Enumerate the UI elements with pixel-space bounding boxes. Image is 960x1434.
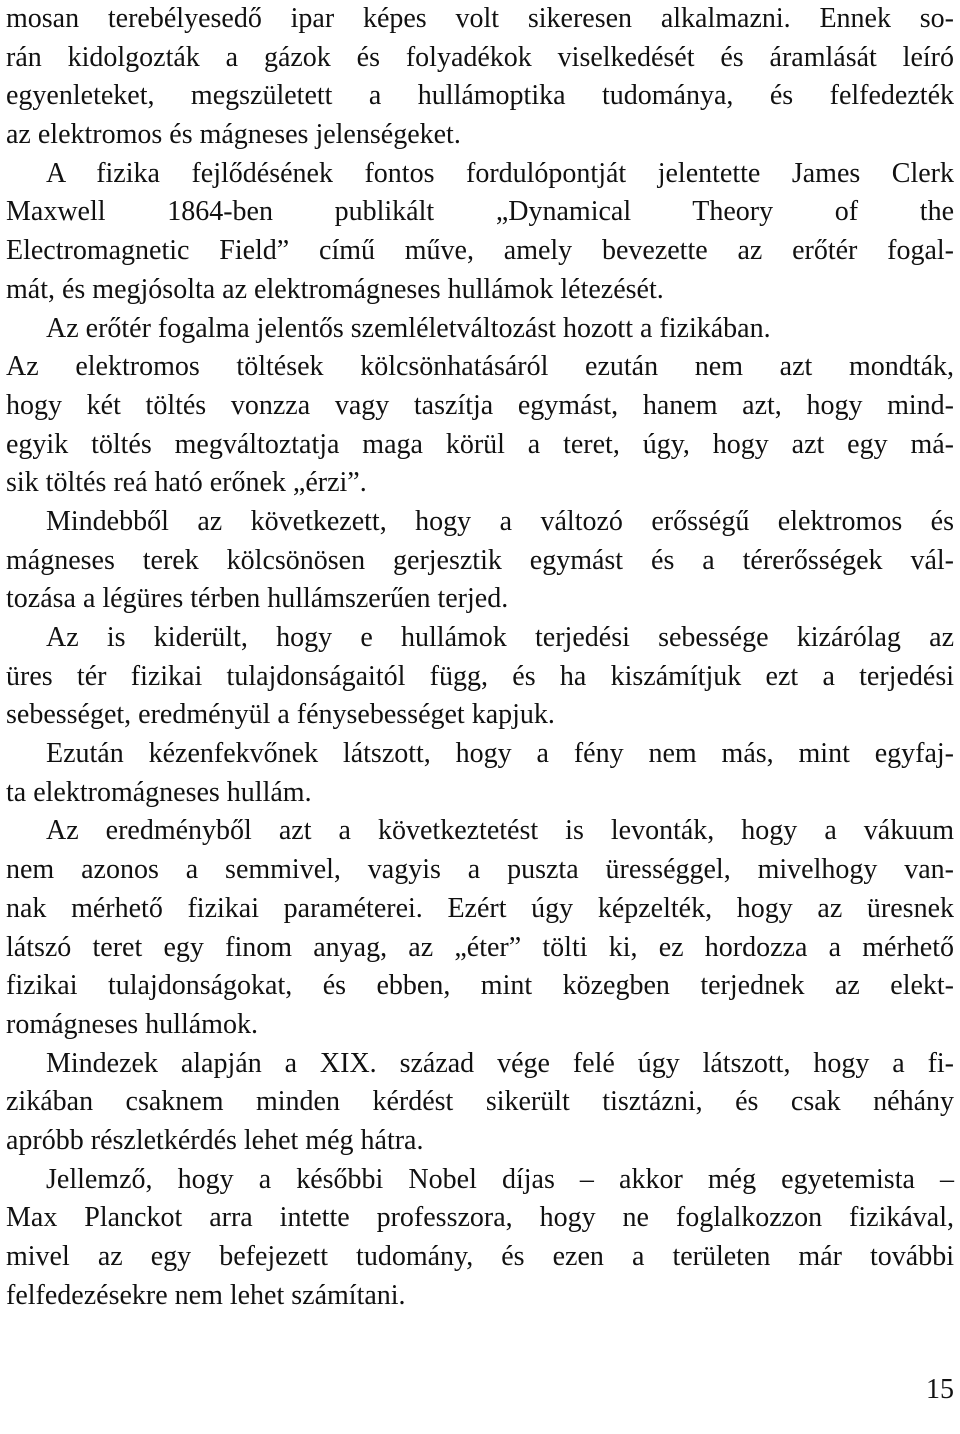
text-line: Mindezek alapján a XIX. század vége felé úgy látszott, hogy a fi- <box>46 1047 954 1079</box>
text-line: egyik töltés megváltoztatja maga körül a teret, úgy, hogy azt egy má- <box>6 428 954 460</box>
text-line: fizikai tulajdonságokat, és ebben, mint közegben terjednek az elekt- <box>6 970 954 1002</box>
text-line: Electromagnetic Field” című műve, amely bevezette az erőtér fogal- <box>6 235 954 267</box>
text-line: egyenleteket, megszületett a hullámoptika tudománya, és felfedezték <box>6 80 954 112</box>
text-line: Az is kiderült, hogy e hullámok terjedési sebessége kizárólag az <box>46 622 954 653</box>
text-line: üres tér fizikai tulajdonságaitól függ, és ha kiszámítjuk ezt a terjedési <box>6 660 954 692</box>
text-line: Ezután kézenfekvőnek látszott, hogy a fény nem más, mint egyfaj- <box>46 738 954 770</box>
text-line: Mindebből az következett, hogy a változó erősségű elektromos és <box>46 505 954 537</box>
text-line: Max Planckot arra intette professzora, hogy ne foglalkozzon fizikával, <box>6 1202 954 1234</box>
text-line: tozása a légüres térben hullámszerűen terjed. <box>6 583 509 615</box>
text-line: hogy két töltés vonzza vagy taszítja egymást, hanem azt, hogy mind- <box>6 389 954 421</box>
text-line: rán kidolgozták a gázok és folyadékok viselkedését és áramlását leíró <box>6 41 954 73</box>
text-line: mágneses terek kölcsönösen gerjesztik egymást és a térerősségek vál- <box>6 544 954 576</box>
text-line: Az eredményből azt a következtetést is levonták, hogy a vákuum <box>46 815 954 847</box>
text-line: zikában csaknem minden kérdést sikerült tisztázni, és csak néhány <box>6 1086 954 1118</box>
text-line: A fizika fejlődésének fontos fordulópontját jelentette James Clerk <box>46 157 954 189</box>
document-body <box>6 0 954 1315</box>
page-number: 15 <box>926 1374 954 1405</box>
text-line: sik töltés reá ható erőnek „érzi”. <box>6 467 367 499</box>
text-line: Maxwell 1864-ben publikált „Dynamical Theory of the <box>6 196 954 228</box>
text-line: nak mérhető fizikai paraméterei. Ezért úgy képzelték, hogy az üresnek <box>6 892 954 924</box>
text-line: sebességet, eredményül a fénysebességet kapjuk. <box>6 699 555 731</box>
text-line: mát, és megjósolta az elektromágneses hullámok létezését. <box>6 273 664 305</box>
text-line: romágneses hullámok. <box>6 1008 258 1040</box>
text-line: mivel az egy befejezett tudomány, és ezen a területen már további <box>6 1241 954 1272</box>
text-line: ta elektromágneses hullám. <box>6 776 312 808</box>
text-line: apróbb részletkérdés lehet még hátra. <box>6 1124 424 1156</box>
text-line: Az elektromos töltések kölcsönhatásáról ezután nem azt mondták, <box>6 351 954 383</box>
text-line: Jellemző, hogy a későbbi Nobel díjas – akkor még egyetemista – <box>46 1163 954 1195</box>
text-line: látszó teret egy finom anyag, az „éter” tölti ki, ez hordozza a mérhető <box>6 931 954 963</box>
text-line: nem azonos a semmivel, vagyis a puszta ürességgel, mivelhogy van- <box>6 854 954 886</box>
text-line: Az erőtér fogalma jelentős szemléletváltozást hozott a fizikában. <box>46 312 771 344</box>
text-line: felfedezésekre nem lehet számítani. <box>6 1279 406 1311</box>
text-line: az elektromos és mágneses jelenségeket. <box>6 119 461 151</box>
text-line: mosan terebélyesedő ipar képes volt sikeresen alkalmazni. Ennek so- <box>6 3 954 34</box>
